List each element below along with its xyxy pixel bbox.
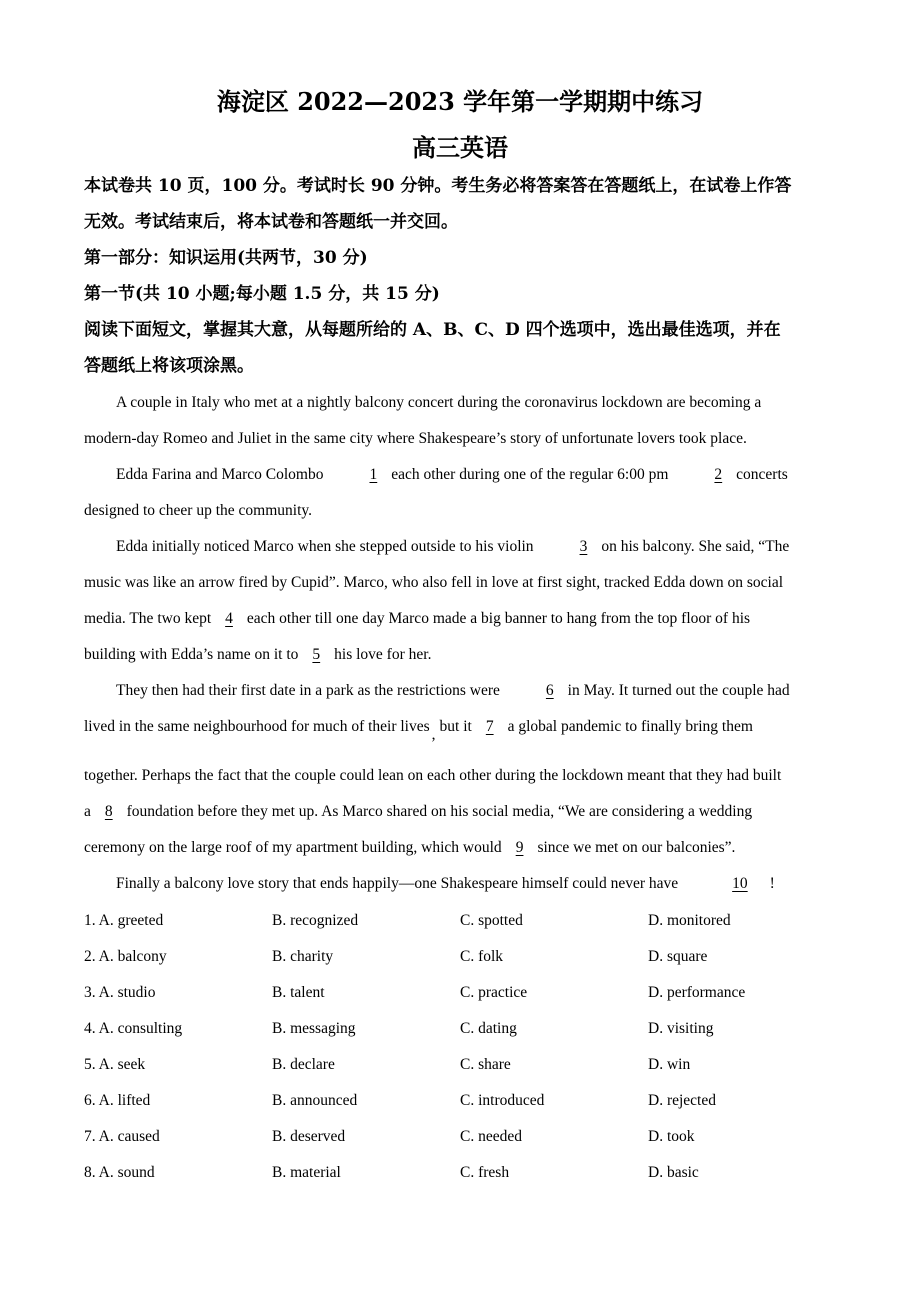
blank-8: 8 <box>104 803 113 820</box>
passage-line <box>84 673 824 709</box>
option-c: C. practice <box>460 984 528 1001</box>
directions-line-2: 答题纸上将该项涂黑。 <box>84 356 254 376</box>
option-d: D. performance <box>648 984 746 1001</box>
passage-line: modern-day Romeo and Juliet in the same city where Shakespeare’s story of unfortunate lovers took place. <box>84 430 747 447</box>
option-a: 8. A. sound <box>84 1164 155 1181</box>
passage-line <box>84 601 824 637</box>
option-c: C. needed <box>460 1128 522 1145</box>
exam-intro-line-2: 无效。考试结束后，将本试卷和答题纸一并交回。 <box>84 212 458 232</box>
option-b: B. talent <box>272 984 325 1001</box>
passage-line: music was like an arrow fired by Cupid”. Marco, who also fell in love at first sight, tracked Edda down on social <box>84 574 784 591</box>
question-options <box>84 1083 844 1119</box>
stray-comma: , <box>431 726 436 743</box>
blank-4: 4 <box>225 610 233 627</box>
blank-5: 5 <box>312 646 321 663</box>
question-options <box>84 1155 844 1191</box>
passage-text: but it <box>439 718 472 735</box>
option-a: 3. A. studio <box>84 984 156 1001</box>
exam-intro-line-1: 本试卷共 10 页，100 分。考试时长 90 分钟。考生务必将答案答在答题纸上，在试卷上作答 <box>84 176 792 196</box>
option-d: D. took <box>648 1128 695 1145</box>
option-d: D. basic <box>648 1164 699 1181</box>
exam-subject: 高三英语 <box>412 133 508 162</box>
blank-1: 1 <box>369 466 378 483</box>
option-c: C. dating <box>460 1020 517 1037</box>
passage-text: lived in the same neighbourhood for much of their lives <box>84 718 430 735</box>
passage-line: designed to cheer up the community. <box>84 502 312 519</box>
exam-title: 海淀区 2022—2023 学年第一学期期中练习 <box>216 87 704 116</box>
passage-line <box>84 830 824 866</box>
option-d: D. rejected <box>648 1092 716 1109</box>
passage-text: concerts <box>736 466 788 483</box>
option-a: 7. A. caused <box>84 1128 160 1145</box>
blank-3: 3 <box>579 538 588 555</box>
question-options <box>84 939 844 975</box>
blank-10: 10 <box>732 875 748 892</box>
passage-line: together. Perhaps the fact that the couple could lean on each other during the lockdown meant that they had built <box>84 767 782 784</box>
directions-line-1: 阅读下面短文，掌握其大意，从每题所给的 A、B、C、D 四个选项中，选出最佳选项，并在 <box>84 320 781 340</box>
passage-text: They then had their first date in a park as the restrictions were <box>116 682 500 699</box>
question-options <box>84 1119 844 1155</box>
passage-text: ceremony on the large roof of my apartment building, which would <box>84 839 502 856</box>
passage-text: a global pandemic to finally bring them <box>507 718 753 735</box>
option-c: C. fresh <box>460 1164 510 1181</box>
option-c: C. spotted <box>460 912 523 929</box>
blank-6: 6 <box>545 682 554 699</box>
passage-text: his love for her. <box>334 646 432 663</box>
option-d: D. win <box>648 1056 691 1073</box>
option-a: 4. A. consulting <box>84 1020 183 1037</box>
question-options <box>84 975 844 1011</box>
option-d: D. monitored <box>648 912 731 929</box>
passage-text: each other till one day Marco made a big banner to hang from the top floor of his <box>246 610 751 627</box>
blank-7: 7 <box>485 718 494 735</box>
option-c: C. folk <box>460 948 504 965</box>
passage-text: ! <box>769 875 775 892</box>
passage-line <box>84 529 824 565</box>
passage-text: Edda initially noticed Marco when she stepped outside to his violin <box>116 538 534 555</box>
option-a: 2. A. balcony <box>84 948 167 965</box>
question-options <box>84 1011 844 1047</box>
passage-line <box>84 794 824 830</box>
option-c: C. introduced <box>460 1092 545 1109</box>
passage-text: Finally a balcony love story that ends happily—one Shakespeare himself could never have <box>116 875 679 892</box>
passage-text: foundation before they met up. As Marco shared on his social media, “We are considering a wedding <box>126 803 753 820</box>
option-b: B. declare <box>272 1056 335 1073</box>
passage-line <box>84 637 824 673</box>
passage-text: each other during one of the regular 6:00 pm <box>391 466 669 483</box>
option-a: 6. A. lifted <box>84 1092 151 1109</box>
section-heading: 第一节(共 10 小题;每小题 1.5 分，共 15 分) <box>84 284 440 304</box>
passage-text: since we met on our balconies”. <box>537 839 736 856</box>
option-d: D. visiting <box>648 1020 714 1037</box>
passage-text: Edda Farina and Marco Colombo <box>116 466 324 483</box>
passage-line: A couple in Italy who met at a nightly balcony concert during the coronavirus lockdown are becoming a <box>116 394 762 411</box>
option-b: B. messaging <box>272 1020 356 1037</box>
passage-text: building with Edda’s name on it to <box>84 646 299 663</box>
blank-9: 9 <box>515 839 524 856</box>
option-c: C. share <box>460 1056 511 1073</box>
blank-2: 2 <box>714 466 723 483</box>
question-options <box>84 1047 844 1083</box>
option-b: B. announced <box>272 1092 358 1109</box>
option-b: B. recognized <box>272 912 359 929</box>
option-b: B. material <box>272 1164 341 1181</box>
passage-line <box>84 866 824 902</box>
question-options <box>84 903 844 939</box>
option-a: 1. A. greeted <box>84 912 164 929</box>
option-b: B. charity <box>272 948 334 965</box>
passage-text: in May. It turned out the couple had <box>567 682 790 699</box>
option-a: 5. A. seek <box>84 1056 146 1073</box>
passage-text: a <box>84 803 91 820</box>
option-d: D. square <box>648 948 708 965</box>
part-heading: 第一部分：知识运用(共两节，30 分) <box>84 248 368 268</box>
passage-line <box>84 709 824 745</box>
passage-text: on his balcony. She said, “The <box>601 538 790 555</box>
option-b: B. deserved <box>272 1128 346 1145</box>
passage-line <box>84 457 824 493</box>
passage-text: media. The two kept <box>84 610 212 627</box>
